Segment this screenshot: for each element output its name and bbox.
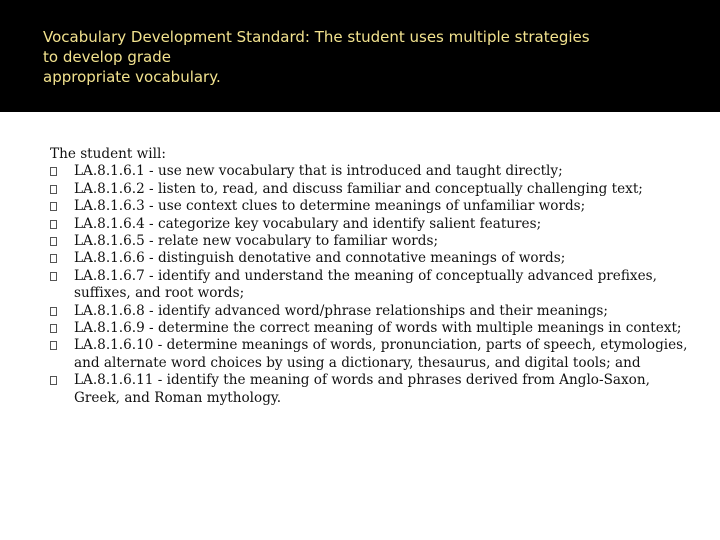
- slide-content: [50, 146, 690, 407]
- standards-list: [50, 163, 690, 407]
- list-item: [50, 268, 690, 303]
- list-item-text: LA.8.1.6.2 - listen to, read, and discuss familiar and conceptually challenging text;: [74, 180, 643, 197]
- slide-title: [43, 27, 693, 87]
- title-line: Vocabulary Development Standard: The student uses multiple strategies: [43, 28, 590, 46]
- replacement-char-box-icon: [50, 202, 57, 211]
- list-item: [50, 198, 690, 215]
- replacement-char-box-icon: [50, 254, 57, 263]
- list-item: [50, 372, 690, 407]
- list-item-text: LA.8.1.6.7 - identify and understand the meaning of conceptually advanced prefixes, suffixes, and root words;: [74, 267, 657, 302]
- list-item-text: LA.8.1.6.3 - use context clues to determine meanings of unfamiliar words;: [74, 198, 586, 215]
- list-item: [50, 303, 690, 320]
- list-item: [50, 216, 690, 233]
- replacement-char-box-icon: [50, 237, 57, 246]
- replacement-char-box-icon: [50, 376, 57, 385]
- list-item: [50, 250, 690, 267]
- list-item-text: LA.8.1.6.1 - use new vocabulary that is introduced and taught directly;: [74, 163, 563, 180]
- list-item-text: LA.8.1.6.11 - identify the meaning of words and phrases derived from Anglo-Saxon, Greek, and Roman mythology.: [74, 372, 650, 406]
- list-item-text: LA.8.1.6.9 - determine the correct meaning of words with multiple meanings in context;: [74, 320, 682, 337]
- list-item-text: LA.8.1.6.6 - distinguish denotative and connotative meanings of words;: [74, 250, 566, 267]
- replacement-char-box-icon: [50, 307, 57, 316]
- title-line: appropriate vocabulary.: [43, 68, 221, 86]
- list-item: [50, 233, 690, 250]
- list-item: [50, 163, 690, 180]
- list-item: [50, 181, 690, 198]
- replacement-char-box-icon: [50, 185, 57, 194]
- replacement-char-box-icon: [50, 272, 57, 281]
- replacement-char-box-icon: [50, 167, 57, 176]
- replacement-char-box-icon: [50, 220, 57, 229]
- intro-text: The student will:: [50, 146, 166, 162]
- title-line: to develop grade: [43, 48, 171, 66]
- title-band: [0, 0, 720, 112]
- replacement-char-box-icon: [50, 341, 57, 350]
- list-item-text: LA.8.1.6.8 - identify advanced word/phrase relationships and their meanings;: [74, 302, 608, 319]
- list-item-text: LA.8.1.6.4 - categorize key vocabulary and identify salient features;: [74, 215, 542, 232]
- list-item-text: LA.8.1.6.10 - determine meanings of words, pronunciation, parts of speech, etymologies, and alternate word choices by using a dictionary, thesaurus, and digital tools; and: [74, 337, 688, 371]
- list-item: [50, 320, 690, 337]
- replacement-char-box-icon: [50, 324, 57, 333]
- list-item-text: LA.8.1.6.5 - relate new vocabulary to familiar words;: [74, 233, 439, 250]
- list-item: [50, 337, 690, 372]
